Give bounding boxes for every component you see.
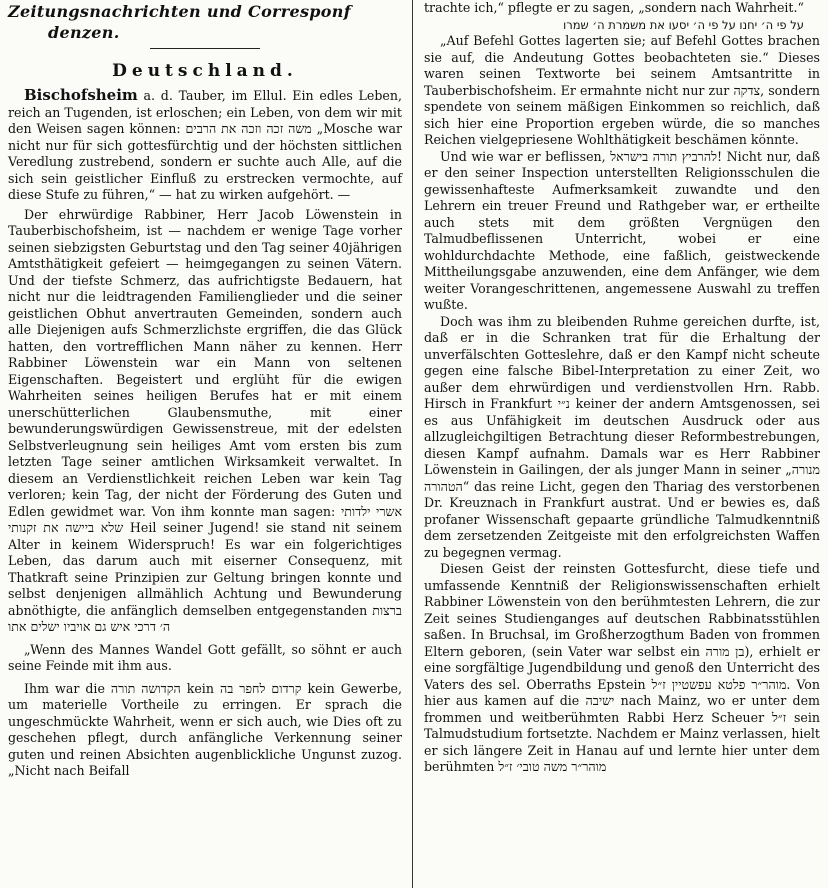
right-column (418, 0, 824, 888)
paragraph-text: a. d. Tauber, im Ellul. Ein edles Leben, reich an Tugenden, ist erloschen; ein Leben, von dem wir mit den Weisen sagen können: משה זכה וזכה את הרבים „Mosche war nicht nur für sich gottesfürchtig und der höchsten sittlichen Veredlung zustrebend, sondern er suchte auch Alle, auf die sich sein geistlicher Einfluß zu erstrecken vermochte, auf diese Stufe zu führen,“ — hat zu wirken aufgehört. — (8, 88, 402, 202)
article-paragraph: Der ehrwürdige Rabbiner, Herr Jacob Löwenstein in Tauberbischofsheim, ist — nachdem er wenige Tage vorher seinen siebzigsten Geburtstag und den Tag seiner 40jährigen Amtsthätigkeit gefeiert — heimgegangen zu seinen Vätern. Und der tiefste Schmerz, das aufrichtigste Bedauern, hat nicht nur die leidtragenden Familienglieder und die seiner geistlichen Obhut anvertrauten Gemeinden, sondern auch alle Diejenigen aufs Schmerzlichste ergriffen, die das Glück hatten, den vortrefflichen Mann näher zu kennen. Herr Rabbiner Löwenstein war ein Mann von seltenen Eigenschaften. Begeistert und erglüht für die ewigen Wahrheiten seines heiligen Berufes hat er mit einem unerschütterlichen Glaubensmuthe, mit einer bewunderungswürdigen Gewissenstreue, mit der edelsten Selbstverleugnung sein heiliges Amt vom ersten bis zum letzten Tage seiner amtlichen Wirksamkeit verwaltet. In diesem an Verdienstlichkeit reichen Leben war kein Tag verloren; kein Tag, der nicht der Förderung des Guten und Edlen gewidmet war. Von ihm konnte man sagen: אשרי ילדותי שלא ביישה את זקנותי Heil seiner Jugend! sie stand nit seinem Alter in keinem Widerspruch! Es war ein folgerichtiges Leben, das darum auch mit eiserner Consequenz, mit Thatkraft seine Prinzipien zur Geltung bringen konnte und selbst denjenigen allmählich Achtung und Bewunderung abnöthigte, die anfänglich demselben entgegenstanden ברצות ה׳ דרכי איש גם אויביו ישלים אתו (8, 206, 403, 634)
section-title: Deutschland. (112, 61, 298, 81)
dateline-place: Bischofsheim (24, 86, 138, 104)
article-paragraph: Und wie war er beflissen, להרביץ תורה בישראל! Nicht nur, daß er den seiner Inspection unterstellten Religionsschulen die gewissenhafteste Aufmerksamkeit zuwandte und den Lehrern ein treuer Freund und Rathgeber war, er ertheilte auch stets mit dem größten Vergnügen den Talmudbeflissenen Unterricht, wobei er eine wohldurchdachte Methode, eine faßlich, geistweckende Mittheilungsgabe anzuwenden, eine dem Anfänger, wie dem weiter Vorangeschrittenen, angemessene Auswahl zu treffen wußte. (424, 148, 820, 312)
column-rule (412, 0, 413, 888)
hebrew-verse: על פי ה׳ יחנו על פי ה׳ יסעו את משמרת ה׳ שמרו (563, 17, 804, 32)
article-paragraph: Diesen Geist der reinsten Gottesfurcht, diese tiefe und umfassende Kenntniß der Religionswissenschaften erhielt Rabbiner Löwenstein von den berühmtesten Lehrern, die zur Zeit seines Studienganges auf deutschen Rabbinatsstühlen saßen. In Bruchsal, im Großherzogthum Baden von frommen Eltern geboren, (sein Vater war selbst ein בן מורה), erhielt er eine sorgfältige Jugendbildung und genoß den Unterricht des Vaters des sel. Oberraths Epstein מוהר״ר פלטא עפשטיין ז״ל. Von hier aus kamen auf die ישיבה nach Mainz, wo er unter dem frommen und weitberühmten Rabbi Herz Scheuer ז״ל sein Talmudstudium fortsetzte. Nachdem er Mainz verlassen, hielt er sich längere Zeit in Hanau auf und lernte hier unter dem berühmten מוהר״ר משה טובי׳ ז״ל (424, 561, 821, 774)
article-paragraph: Ihm war die הקדושה תורה kein קרדום לחפר בה kein Gewerbe, um materielle Vortheile zu erringen. Er sprach die ungeschmückte Wahrheit, wenn er sich auch, wie Dies oft zu geschehen pflegt, durch anfängliche Verkennung seiner guten und reinen Absichten augenblickliche Ungunst zuzog. „Nicht nach Beifall (8, 680, 403, 778)
section-heading: Zeitungsnachrichten und Corresponf (8, 2, 351, 21)
section-heading-continued: denzen. (48, 23, 120, 42)
article-paragraph: „Auf Befehl Gottes lagerten sie; auf Befehl Gottes brachen sie auf, die Andeutung Gottes beobachteten sie.“ Dieses waren seinen Textworte bei seinem Amtsantritte in Tauberbischofsheim. Er ermahnte nicht nur zur צדקה, sondern spendete von seinem mäßigen Einkommen so reichlich, daß sich hier eine Proportion ergeben würde, die so manches Reichen vielgepriesene Wohlthätigkeit beschämen könnte. (424, 33, 820, 147)
article-paragraph (8, 87, 402, 204)
article-paragraph: „Wenn des Mannes Wandel Gott gefällt, so söhnt er auch seine Feinde mit ihm aus. (8, 641, 402, 673)
article-paragraph: Doch was ihm zu bleibenden Ruhme gereichen durfte, ist, daß er in die Schranken trat für die Erhaltung der unverfälschten Gotteslehre, daß er den Kampf nicht scheute gegen eine falsche Bibel-Interpretation zu einer Zeit, wo außer dem ehrwürdigen und verdienstvollen Hrn. Rabb. Hirsch in Frankfurt נ״י keiner der andern Amtsgenossen, sei es aus Unfähigkeit im deutschen Ausdruck oder aus allzugleichgiltigen Betrachtung dieser Reformbestrebungen, diesen Kampf aufnahm. Damals war es Herr Rabbiner Löwenstein in Gailingen, der als junger Mann in seiner „מנורה הטהורה“ das reine Licht, gegen den Thariag des verstorbenen Dr. Kreuznach in Frankfurt austrat. Und er bewies es, daß profaner Wissenschaft gepaarte gründliche Talmudkenntniß dem zersetzenden Zeitgeiste mit den erfolgreichsten Waffen zu begegnen vermag. (424, 313, 820, 560)
divider-rule (150, 48, 260, 49)
left-column (4, 0, 408, 888)
article-paragraph: trachte ich,“ pflegte er zu sagen, „sondern nach Wahrheit.“ (424, 0, 804, 15)
